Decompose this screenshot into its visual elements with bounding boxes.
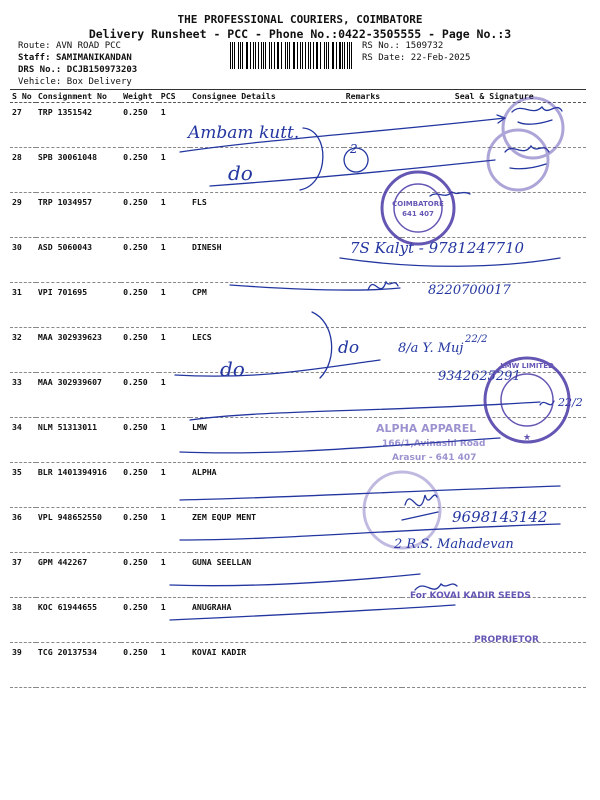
- row-sno: 37: [10, 553, 36, 598]
- rs-date-value: 22-Feb-2025: [410, 53, 471, 63]
- row-pcs: 1: [159, 643, 190, 688]
- row-sno: 27: [10, 103, 36, 148]
- hw-row33-do: do: [220, 357, 245, 381]
- row-consignment: TRP 1351542: [36, 103, 121, 148]
- row-weight: 0.250: [121, 553, 159, 598]
- row-consignment: NLM 51313011: [36, 418, 121, 463]
- row-sno: 38: [10, 598, 36, 643]
- vehicle-value: Box Delivery: [66, 77, 132, 87]
- row-remarks: [344, 283, 403, 328]
- row-pcs: 1: [159, 418, 190, 463]
- row-pcs: 1: [159, 238, 190, 283]
- row-remarks: [344, 193, 403, 238]
- vehicle-label: Vehicle:: [18, 77, 62, 87]
- row-sno: 31: [10, 283, 36, 328]
- row-sno: 29: [10, 193, 36, 238]
- row-consignment: MAA 302939607: [36, 373, 121, 418]
- row-sno: 33: [10, 373, 36, 418]
- row-consignee: LMW: [190, 418, 344, 463]
- row-consignment: BLR 1401394916: [36, 463, 121, 508]
- row-remarks: [344, 463, 403, 508]
- row-sno: 39: [10, 643, 36, 688]
- row-consignee: ALPHA: [190, 463, 344, 508]
- drs-line: [18, 65, 137, 75]
- row-pcs: 1: [159, 193, 190, 238]
- table-header-row: [10, 90, 586, 103]
- stamp-kovai-name: For KOVAI KADIR SEEDS: [410, 591, 531, 601]
- col-seal-signature: Seal & Signature: [402, 90, 586, 103]
- row-seal-signature: [402, 463, 586, 508]
- row-remarks: [344, 418, 403, 463]
- row-pcs: 1: [159, 148, 190, 193]
- row-remarks: [344, 508, 403, 553]
- row-weight: 0.250: [121, 598, 159, 643]
- hw-circled-count: 2: [350, 142, 358, 156]
- row-seal-signature: [402, 193, 586, 238]
- route-label: Route:: [18, 41, 51, 51]
- row-weight: 0.250: [121, 508, 159, 553]
- table-row: [10, 598, 586, 643]
- table-row: [10, 193, 586, 238]
- stamp-alpha-city: Arasur - 641 407: [392, 453, 477, 463]
- hw-row27-consignee: Ambam kutt.: [188, 123, 300, 143]
- table-body: [10, 103, 586, 688]
- row-sno: 28: [10, 148, 36, 193]
- row-pcs: 1: [159, 598, 190, 643]
- stamp-alpha-name: ALPHA APPAREL: [376, 422, 477, 435]
- row-consignee: GUNA SEELLAN: [190, 553, 344, 598]
- hw-row37-name: 2 R.S. Mahadevan: [394, 537, 514, 552]
- row-weight: 0.250: [121, 328, 159, 373]
- drs-value: DCJB150973203: [66, 65, 138, 75]
- row-consignment: ASD 5060043: [36, 238, 121, 283]
- route-value: AVN ROAD PCC: [55, 41, 121, 51]
- row-consignee: DINESH: [190, 238, 344, 283]
- row-consignee: [190, 103, 344, 148]
- row-consignment: SPB 30061048: [36, 148, 121, 193]
- row-consignee: CPM: [190, 283, 344, 328]
- row-consignee: FLS: [190, 193, 344, 238]
- row-pcs: 1: [159, 508, 190, 553]
- row-seal-signature: [402, 283, 586, 328]
- row-seal-signature: [402, 373, 586, 418]
- hw-row30-note: 7S Kalyt - 9781247710: [350, 239, 525, 257]
- stamp-systems-pin: 641 407: [402, 210, 434, 218]
- runsheet-subtitle: Delivery Runsheet - PCC - Phone No.:0422-3505555 - Page No.:3: [88, 27, 512, 41]
- row-sno: 35: [10, 463, 36, 508]
- table-row: [10, 463, 586, 508]
- row-weight: 0.250: [121, 463, 159, 508]
- stamp-alpha-address: 166/1,Avinashi Road: [382, 439, 486, 449]
- row-consignee: KOVAI KADIR: [190, 643, 344, 688]
- table-row: [10, 508, 586, 553]
- row-pcs: 1: [159, 373, 190, 418]
- col-pcs: PCS: [159, 90, 190, 103]
- hw-row32-phone: 9342625291: [438, 369, 521, 384]
- row-remarks: [344, 148, 403, 193]
- row-seal-signature: [402, 103, 586, 148]
- row-seal-signature: [402, 553, 586, 598]
- route-line: [18, 41, 121, 51]
- table-row: [10, 418, 586, 463]
- hw-row32-date: 22/2: [465, 334, 488, 345]
- row-pcs: 1: [159, 328, 190, 373]
- hw-row28-do: do: [228, 161, 253, 185]
- row-consignment: KOC 61944655: [36, 598, 121, 643]
- hw-row36-phone: 9698143142: [452, 508, 548, 526]
- row-sno: 32: [10, 328, 36, 373]
- row-remarks: [344, 553, 403, 598]
- row-seal-signature: [402, 328, 586, 373]
- col-weight: Weight: [121, 90, 159, 103]
- hw-row32-do: do: [338, 338, 360, 358]
- row-weight: 0.250: [121, 373, 159, 418]
- row-seal-signature: [402, 643, 586, 688]
- row-weight: 0.250: [121, 103, 159, 148]
- row-remarks: [344, 643, 403, 688]
- col-consignee: Consignee Details: [190, 90, 344, 103]
- row-weight: 0.250: [121, 283, 159, 328]
- row-remarks: [344, 598, 403, 643]
- rs-no-label: RS No.:: [362, 41, 400, 51]
- row-seal-signature: [402, 148, 586, 193]
- row-weight: 0.250: [121, 148, 159, 193]
- row-weight: 0.250: [121, 418, 159, 463]
- row-remarks: [344, 103, 403, 148]
- vehicle-line: [18, 77, 132, 87]
- hw-row34-date: 22/2: [558, 396, 583, 409]
- row-weight: 0.250: [121, 643, 159, 688]
- row-seal-signature: [402, 598, 586, 643]
- table-row: [10, 103, 586, 148]
- row-pcs: 1: [159, 103, 190, 148]
- row-consignment: TCG 20137534: [36, 643, 121, 688]
- row-consignment: MAA 302939623: [36, 328, 121, 373]
- rs-no-value: 1509732: [405, 41, 444, 51]
- hw-row32-sig: 8/a Y. Muj: [398, 341, 464, 356]
- row-weight: 0.250: [121, 193, 159, 238]
- row-sno: 34: [10, 418, 36, 463]
- row-seal-signature: [402, 508, 586, 553]
- row-remarks: [344, 238, 403, 283]
- col-consignment: Consignment No: [36, 90, 121, 103]
- rs-date-label: RS Date:: [362, 53, 406, 63]
- hw-row31-phone: 8220700017: [428, 283, 511, 298]
- row-consignee: [190, 148, 344, 193]
- col-remarks: Remarks: [344, 90, 403, 103]
- row-consignee: [190, 373, 344, 418]
- row-remarks: [344, 373, 403, 418]
- table-row: [10, 328, 586, 373]
- row-pcs: 1: [159, 283, 190, 328]
- row-seal-signature: [402, 238, 586, 283]
- table-row: [10, 283, 586, 328]
- table-row: [10, 148, 586, 193]
- drs-label: DRS No.:: [18, 65, 62, 75]
- row-consignee: LECS: [190, 328, 344, 373]
- stamp-kovai-title: PROPRIETOR: [474, 635, 539, 645]
- row-weight: 0.250: [121, 238, 159, 283]
- rs-no-line: [362, 41, 443, 51]
- svg-text:★: ★: [522, 433, 532, 443]
- row-consignee: ANUGRAHA: [190, 598, 344, 643]
- row-pcs: 1: [159, 463, 190, 508]
- row-sno: 36: [10, 508, 36, 553]
- col-sno: S No: [10, 90, 36, 103]
- runsheet-table: [10, 89, 586, 688]
- row-consignment: TRP 1034957: [36, 193, 121, 238]
- rs-date-line: [362, 53, 470, 63]
- table-row: [10, 553, 586, 598]
- table-row: [10, 238, 586, 283]
- table-row: [10, 373, 586, 418]
- row-seal-signature: [402, 418, 586, 463]
- staff-value: SAMIMANIKANDAN: [55, 53, 132, 63]
- row-sno: 30: [10, 238, 36, 283]
- staff-label: Staff:: [18, 53, 51, 63]
- row-pcs: 1: [159, 553, 190, 598]
- row-consignment: VPL 948652550: [36, 508, 121, 553]
- barcode: [230, 42, 355, 69]
- staff-line: [18, 53, 132, 63]
- row-consignment: GPM 442267: [36, 553, 121, 598]
- row-remarks: [344, 328, 403, 373]
- table-row: [10, 643, 586, 688]
- row-consignee: ZEM EQUP MENT: [190, 508, 344, 553]
- stamp-lmw-name: LMW LIMITED: [500, 362, 554, 370]
- stamp-systems-city: COIMBATORE: [392, 200, 444, 208]
- company-title: THE PROFESSIONAL COURIERS, COIMBATORE: [177, 13, 423, 26]
- row-consignment: VPI 701695: [36, 283, 121, 328]
